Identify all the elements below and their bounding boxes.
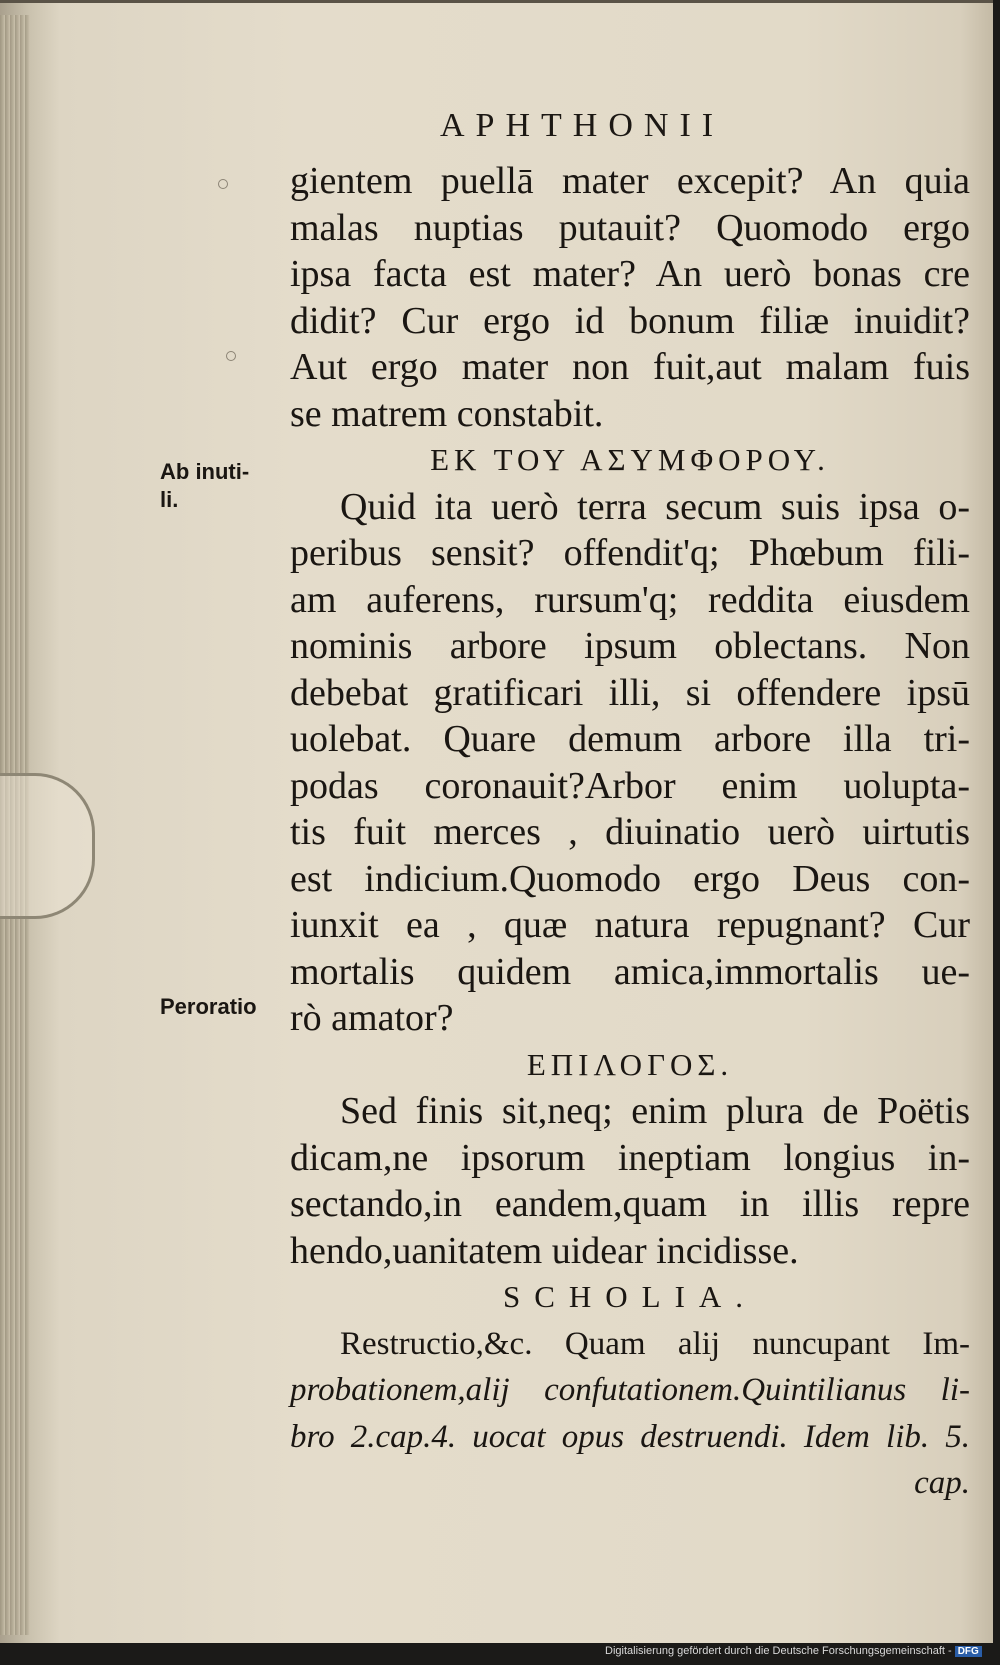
text-line: sectando,in eandem,quam in illis repre	[290, 1183, 970, 1225]
text-line: ipsa facta est mater? An uerò bonas cre	[290, 253, 970, 295]
text-line: mortalis quidem amica,immortalis ue-	[290, 950, 970, 993]
digitization-credit: Digitalisierung gefördert durch die Deutsche Forschungsgemeinschaft - DFG	[605, 1645, 982, 1657]
section-heading-ek-tou-asymphorou: ΕΚ ΤΟΥ ΑΣΥΜΦΟΡΟΥ.	[430, 442, 830, 477]
page-clip	[0, 773, 95, 919]
text-line: didit? Cur ergo id bonum filiæ inuidit?	[290, 299, 970, 342]
text-line: iunxit ea , quæ natura repugnant? Cur	[290, 904, 970, 946]
text-line: Sed finis sit,neq; enim plura de Poëtis	[340, 1090, 970, 1132]
text-line: am auferens, rursum'q; reddita eiusdem	[290, 578, 970, 621]
text-line: malas nuptias putauit? Quomodo ergo	[290, 206, 970, 249]
scholia-line: Restructio,&c. Quam alij nuncupant Im-	[340, 1325, 970, 1362]
text-line: peribus sensit? offendit'q; Phœbum fili-	[290, 532, 970, 574]
text-line: nominis arbore ipsum oblectans. Non	[290, 625, 970, 667]
text-line: uolebat. Quare demum arbore illa tri-	[290, 718, 970, 760]
margin-note-ab-inutili: Ab inuti- li.	[160, 459, 250, 512]
running-head: APHTHONII	[440, 107, 725, 144]
text-line: Aut ergo mater non fuit,aut malam fuis	[290, 346, 970, 388]
main-text	[290, 158, 970, 1507]
scholia-line: probationem,alij confutationem.Quintilianus li-	[290, 1372, 970, 1408]
text-line: dicam,ne ipsorum ineptiam longius in-	[290, 1136, 970, 1179]
scholia-line: bro 2.cap.4. uocat opus destruendi. Idem lib. 5.	[290, 1418, 970, 1455]
section-heading-scholia: SCHOLIA.	[502, 1279, 758, 1314]
page-blemish	[218, 179, 228, 189]
text-line: se matrem constabit.	[290, 392, 604, 435]
section-heading-epilogos: ΕΠΙΛΟΓΟΣ.	[526, 1046, 734, 1082]
margin-note-peroratio: Peroratio	[160, 994, 257, 1019]
text-line: Quid ita uerò terra secum suis ipsa o-	[340, 485, 970, 528]
text-line: debebat gratificari illi, si offendere ipsū	[290, 671, 970, 714]
text-line: est indicium.Quomodo ergo Deus con-	[290, 857, 970, 900]
text-line: podas coronauit?Arbor enim uolupta-	[290, 764, 970, 807]
text-line: gientem puellā mater excepit? An quia	[290, 160, 970, 202]
text-line: hendo,uanitatem uidear incidisse.	[290, 1229, 799, 1272]
dfg-logo: DFG	[955, 1646, 982, 1657]
scholia-line-catchword: cap.	[914, 1465, 970, 1501]
page-blemish	[226, 351, 236, 361]
text-line: tis fuit merces , diuinatio uerò uirtutis	[290, 811, 970, 853]
text-line: rò amator?	[290, 997, 454, 1039]
